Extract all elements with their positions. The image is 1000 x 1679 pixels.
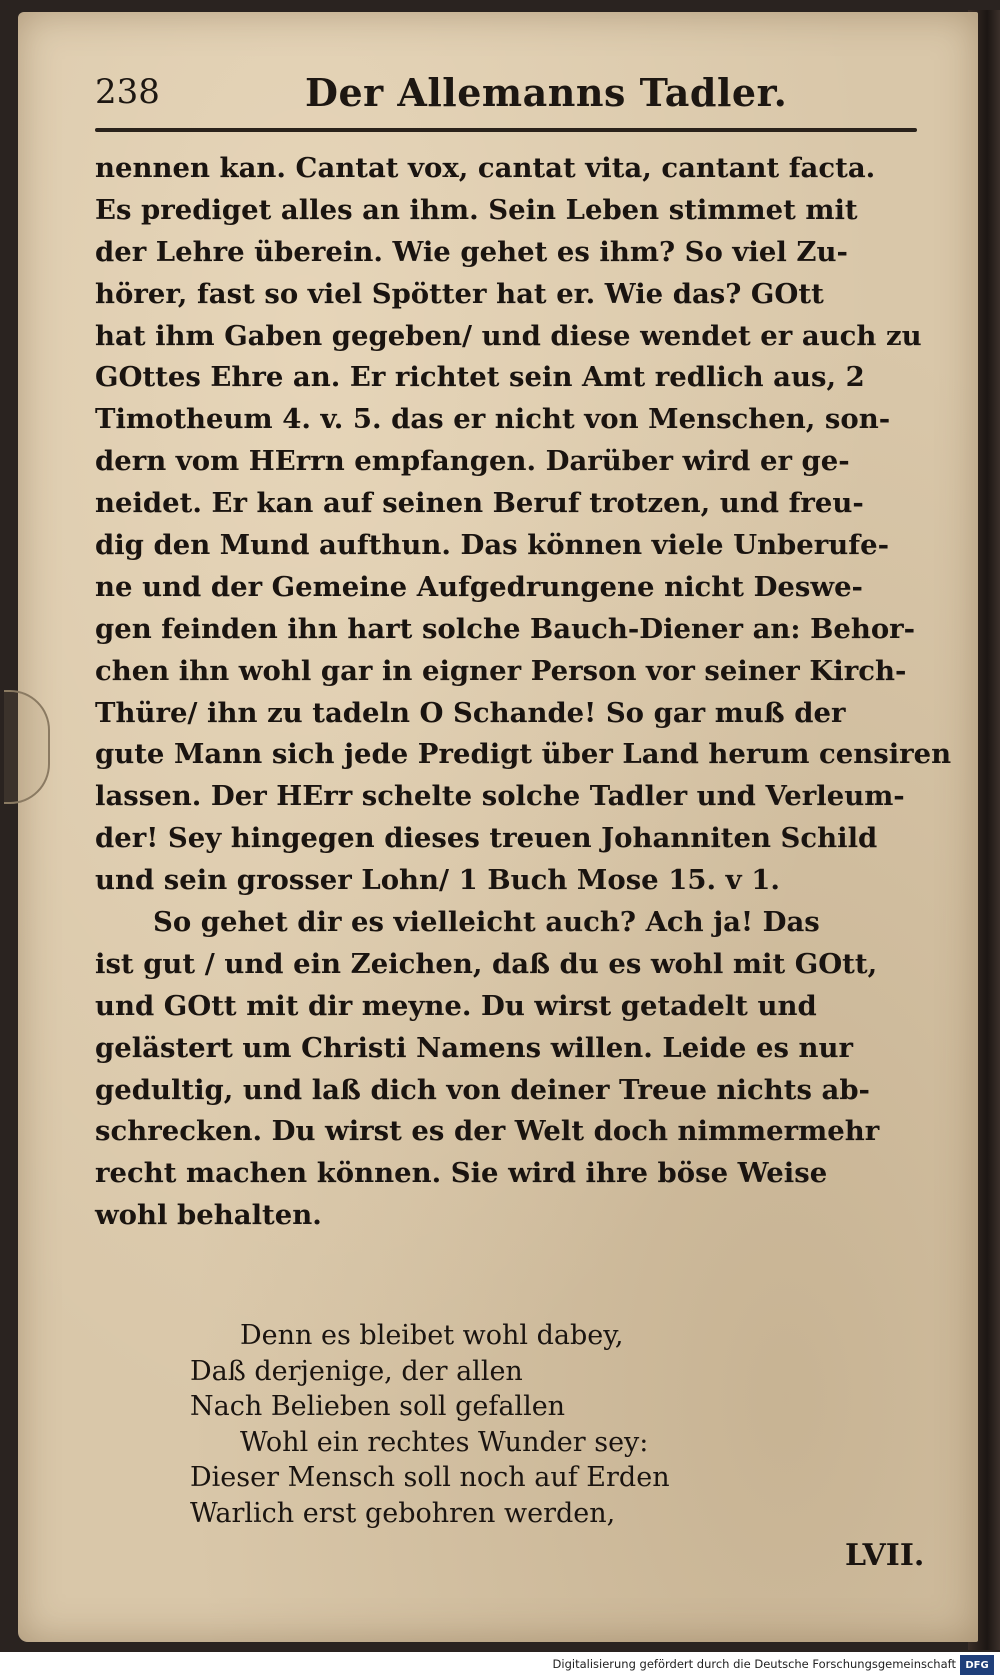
running-title: Der Allemanns Tadler. bbox=[305, 70, 788, 115]
text-line: ist gut / und ein Zeichen, daß du es wohl mit GOtt, bbox=[95, 947, 878, 980]
body-text bbox=[95, 148, 952, 1237]
text-line: wohl behalten. bbox=[95, 1199, 322, 1232]
catchword: LVII. bbox=[845, 1538, 925, 1573]
text-line: neidet. Er kan auf seinen Beruf trotzen, und freu- bbox=[95, 487, 864, 520]
text-line: gelästert um Christi Namens willen. Leide es nur bbox=[95, 1031, 853, 1064]
digitization-credit: Digitalisierung gefördert durch die Deutsche Forschungsgemeinschaft bbox=[552, 1657, 956, 1671]
verse-block bbox=[190, 1318, 690, 1532]
text-line: der! Sey hingegen dieses treuen Johanniten Schild bbox=[95, 822, 878, 855]
text-line: gute Mann sich jede Predigt über Land herum censiren bbox=[95, 738, 952, 771]
text-line: und sein grosser Lohn/ 1 Buch Mose 15. v 1. bbox=[95, 864, 780, 897]
text-line: dig den Mund aufthun. Das können viele Unberufe- bbox=[95, 529, 890, 562]
text-line: und GOtt mit dir meyne. Du wirst getadelt und bbox=[95, 989, 817, 1022]
text-line: Es prediget alles an ihm. Sein Leben stimmet mit bbox=[95, 193, 858, 226]
dfg-logo: DFG bbox=[960, 1655, 994, 1675]
verse-line: Warlich erst gebohren werden, bbox=[190, 1497, 616, 1529]
text-line: ne und der Gemeine Aufgedrungene nicht Deswe- bbox=[95, 570, 863, 603]
verse-line: Nach Belieben soll gefallen bbox=[190, 1391, 566, 1423]
text-line: hat ihm Gaben gegeben/ und diese wendet er auch zu bbox=[95, 319, 922, 352]
text-line: nennen kan. Cantat vox, cantat vita, cantant facta. bbox=[95, 152, 876, 184]
text-line: schrecken. Du wirst es der Welt doch nimmermehr bbox=[95, 1115, 880, 1148]
verse-line: Wohl ein rechtes Wunder sey: bbox=[240, 1426, 649, 1458]
digitization-footer bbox=[0, 1652, 1000, 1679]
text-line: der Lehre überein. Wie gehet es ihm? So viel Zu- bbox=[95, 235, 848, 268]
text-line: dern vom HErrn empfangen. Darüber wird er ge- bbox=[95, 445, 850, 478]
text-line: chen ihn wohl gar in eigner Person vor seiner Kirch- bbox=[95, 654, 907, 687]
text-line: Timotheum 4. v. 5. das er nicht von Menschen, son- bbox=[95, 403, 891, 436]
header-rule bbox=[95, 128, 917, 132]
text-line: Thüre/ ihn zu tadeln O Schande! So gar muß der bbox=[95, 696, 846, 729]
page-number: 238 bbox=[95, 72, 160, 112]
verse-line: Dieser Mensch soll noch auf Erden bbox=[190, 1462, 670, 1494]
text-line: So gehet dir es vielleicht auch? Ach ja! Das bbox=[153, 906, 820, 939]
text-line: gen feinden ihn hart solche Bauch-Diener an: Behor- bbox=[95, 612, 916, 645]
verse-line: Daß derjenige, der allen bbox=[190, 1355, 523, 1387]
page-header bbox=[95, 72, 925, 122]
text-line: GOttes Ehre an. Er richtet sein Amt redlich aus, 2 bbox=[95, 361, 865, 394]
text-line: gedultig, und laß dich von deiner Treue nichts ab- bbox=[95, 1073, 870, 1106]
text-line: recht machen können. Sie wird ihre böse Weise bbox=[95, 1157, 828, 1190]
text-line: hörer, fast so viel Spötter hat er. Wie das? GOtt bbox=[95, 277, 824, 310]
verse-line: Denn es bleibet wohl dabey, bbox=[240, 1320, 624, 1351]
text-line: lassen. Der HErr schelte solche Tadler und Verleum- bbox=[95, 780, 905, 813]
